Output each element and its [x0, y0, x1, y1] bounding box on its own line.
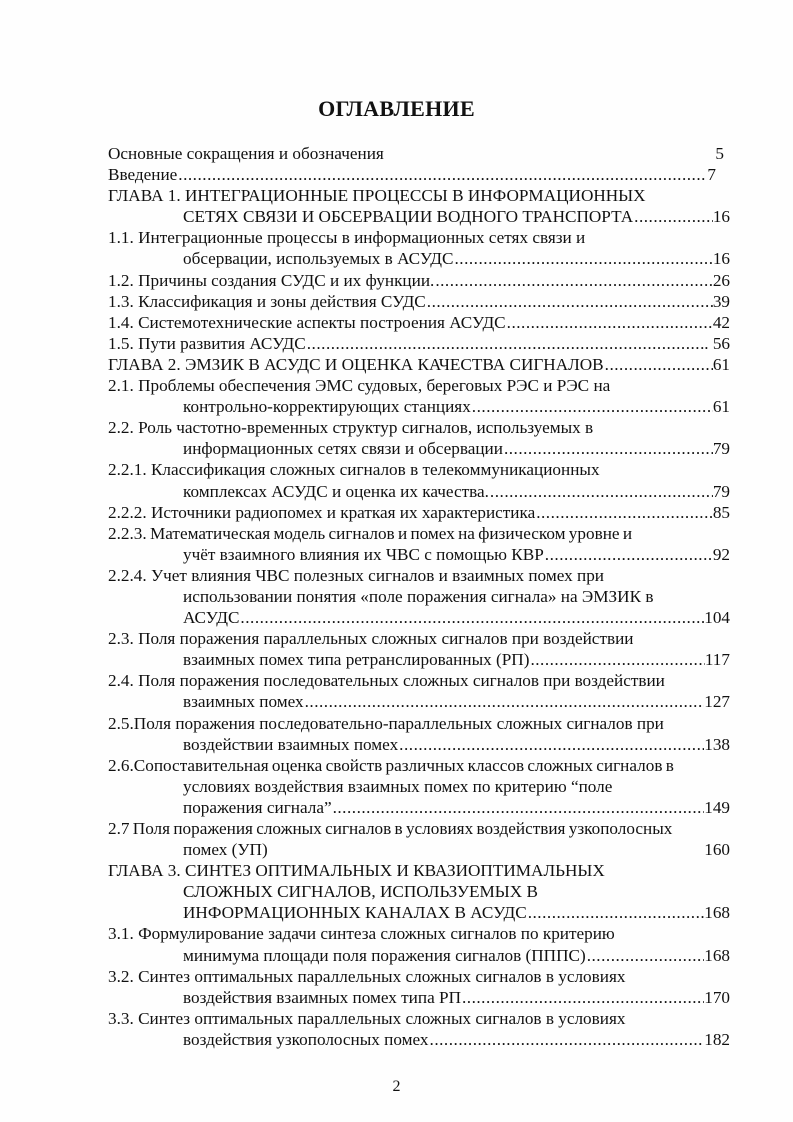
dot-leader [506, 312, 713, 333]
toc-entry-line[interactable]: 3.1. Формулирование задачи синтеза сложных сигналов по критерию [108, 924, 615, 944]
toc-entry[interactable]: 1.5. Пути развития АСУДС ..... . 56 [108, 333, 730, 354]
toc-entry[interactable]: Основные сокращения и обозначения 5 [108, 143, 730, 164]
dot-leader [489, 481, 713, 502]
dot-leader [535, 502, 713, 523]
dot-leader [453, 248, 712, 269]
toc-entry[interactable]: взаимных помех ..... 127 [108, 691, 730, 712]
dot-leader [434, 270, 712, 291]
toc-entry[interactable]: воздействии взаимных помех ..... 138 [108, 734, 730, 755]
toc-entry-line[interactable]: использовании понятия «поле поражения сигнала» на ЭМЗИК в [183, 586, 654, 606]
page-ref: 149 [704, 797, 730, 817]
toc-entry-line[interactable]: СЛОЖНЫХ СИГНАЛОВ, ИСПОЛЬЗУЕМЫХ В [183, 882, 538, 902]
toc-entry[interactable]: помех (УП) 160 [183, 840, 730, 860]
toc-entry[interactable]: 1.4. Системотехнические аспекты построения АСУДС ..... 42 [108, 312, 730, 333]
page-ref: 79 [712, 439, 730, 459]
toc-entry-line[interactable]: 2.1. Проблемы обеспечения ЭМС судовых, береговых РЭС и РЭС на [108, 376, 611, 396]
page-ref: 127 [704, 692, 730, 712]
page-ref: 170 [704, 987, 730, 1007]
toc-entry-line[interactable]: 1.1. Интеграционные процессы в информационных сетях связи и [108, 228, 586, 248]
page-ref: 92 [712, 544, 730, 564]
page-ref: 182 [704, 1029, 730, 1049]
dot-leader [544, 544, 713, 565]
toc-entry[interactable]: контрольно-корректирующих станциях ..... 61 [108, 396, 730, 417]
toc-entry[interactable]: 1.2. Причины создания СУДС и их функции. ..... 26 [108, 270, 730, 291]
toc-entry[interactable]: ГЛАВА 2. ЭМЗИК В АСУДС И ОЦЕНКА КАЧЕСТВА СИГНАЛОВ ..... 61 [108, 354, 730, 375]
toc-entry[interactable]: комплексах АСУДС и оценка их качества. ..... 79 [108, 481, 730, 502]
dot-leader [429, 1029, 705, 1050]
toc-entry-line[interactable]: 2.2. Роль частотно-временных структур сигналов, используемых в [108, 418, 594, 438]
page-ref: 61 [712, 397, 730, 417]
toc-entry[interactable]: 2.2.2. Источники радиопомех и краткая их характеристика ..... 85 [108, 502, 730, 523]
dot-leader [306, 333, 704, 354]
page-ref: 85 [712, 502, 730, 522]
page-ref: 26 [712, 270, 730, 290]
page-ref: 138 [704, 734, 730, 754]
dot-leader [398, 734, 704, 755]
dot-leader [426, 291, 713, 312]
page-ref: 168 [704, 903, 730, 923]
page-ref: 168 [704, 945, 730, 965]
dot-leader [527, 902, 705, 923]
toc-entry-line[interactable]: 2.6.Сопоставительная оценка свойств различных классов сложных сигналов в [108, 755, 674, 775]
dot-leader [461, 987, 704, 1008]
toc-entry[interactable]: СЕТЯХ СВЯЗИ И ОБСЕРВАЦИИ ВОДНОГО ТРАНСПОРТА ..... 16 [108, 206, 730, 227]
toc-entry[interactable]: минимума площади поля поражения сигналов (ПППС) ..... 168 [108, 945, 730, 966]
toc-entry-line[interactable]: 3.3. Синтез оптимальных параллельных сложных сигналов в условиях [108, 1008, 626, 1028]
toc-entry[interactable]: Введение ..... 7 [108, 164, 730, 185]
toc-entry[interactable]: воздействия узкополосных помех ..... 182 [108, 1029, 730, 1050]
page-title: ОГЛАВЛЕНИЕ [318, 96, 475, 121]
toc-entry-line[interactable]: 2.2.1. Классификация сложных сигналов в телекоммуникационных [108, 460, 600, 480]
toc-entry[interactable]: информационных сетях связи и обсервации ..... 79 [108, 438, 730, 459]
toc-entry-line[interactable]: 2.7 Поля поражения сложных сигналов в условиях воздействия узкополосных [108, 819, 673, 838]
toc-entry-line[interactable]: 2.2.4. Учет влияния ЧВС полезных сигналов и взаимных помех при [108, 565, 604, 585]
page-ref: 42 [712, 312, 730, 332]
page-ref: 104 [704, 608, 730, 628]
toc-entry[interactable]: 1.3. Классификация и зоны действия СУДС ..... 39 [108, 291, 730, 312]
toc-entry-line[interactable]: ГЛАВА 1. ИНТЕГРАЦИОННЫЕ ПРОЦЕССЫ В ИНФОРМАЦИОННЫХ [108, 186, 646, 206]
toc-entry-line[interactable]: ГЛАВА 3. СИНТЕЗ ОПТИМАЛЬНЫХ И КВАЗИОПТИМАЛЬНЫХ [108, 861, 605, 881]
dot-leader [332, 797, 705, 818]
dot-leader [586, 945, 705, 966]
page-ref: . 56 [704, 333, 730, 353]
page-ref: 117 [704, 650, 730, 670]
page-ref: 39 [712, 291, 730, 311]
page-number: 2 [392, 1078, 401, 1095]
page-ref: 79 [712, 481, 730, 501]
page-ref: 160 [704, 840, 730, 860]
dot-leader [239, 607, 704, 628]
dot-leader [633, 206, 713, 227]
toc-entry-line[interactable]: 2.3. Поля поражения параллельных сложных сигналов при воздействии [108, 629, 634, 649]
dot-leader [529, 649, 704, 670]
dot-leader [177, 164, 707, 185]
toc-entry[interactable]: учёт взаимного влияния их ЧВС с помощью КВР ..... 92 [108, 544, 730, 565]
page-ref: 5 [715, 144, 724, 163]
toc-entry[interactable]: АСУДС ..... 104 [108, 607, 730, 628]
toc-entry-line[interactable]: 2.2.3. Математическая модель сигналов и помех на физическом уровне и [108, 523, 633, 543]
dot-leader [604, 354, 713, 375]
toc-entry[interactable]: поражения сигнала” ..... 149 [108, 797, 730, 818]
toc-entry[interactable]: воздействия взаимных помех типа РП ..... 170 [108, 987, 730, 1008]
page-ref: 16 [712, 249, 730, 269]
toc-entry-line[interactable]: 3.2. Синтез оптимальных параллельных сложных сигналов в условиях [108, 966, 626, 986]
toc-entry[interactable]: обсервации, используемых в АСУДС ..... 16 [108, 248, 730, 269]
dot-leader [503, 438, 713, 459]
toc-entry-line[interactable]: 2.4. Поля поражения последовательных сложных сигналов при воздействии [108, 671, 665, 691]
toc-entry[interactable]: ИНФОРМАЦИОННЫХ КАНАЛАХ В АСУДС ..... 168 [108, 902, 730, 923]
dot-leader [471, 396, 713, 417]
page-ref: 7 [707, 165, 716, 185]
toc-entry-line[interactable]: 2.5.Поля поражения последовательно-параллельных сложных сигналов при [108, 713, 664, 733]
toc-entry[interactable]: взаимных помех типа ретранслированных (РП) ..... 117 [108, 649, 730, 670]
page-ref: 16 [712, 207, 730, 227]
toc-entry-line[interactable]: условиях воздействия взаимных помех по критерию “поле [183, 776, 613, 796]
table-of-contents [108, 143, 730, 1050]
dot-leader [304, 691, 705, 712]
page-ref: 61 [712, 354, 730, 374]
